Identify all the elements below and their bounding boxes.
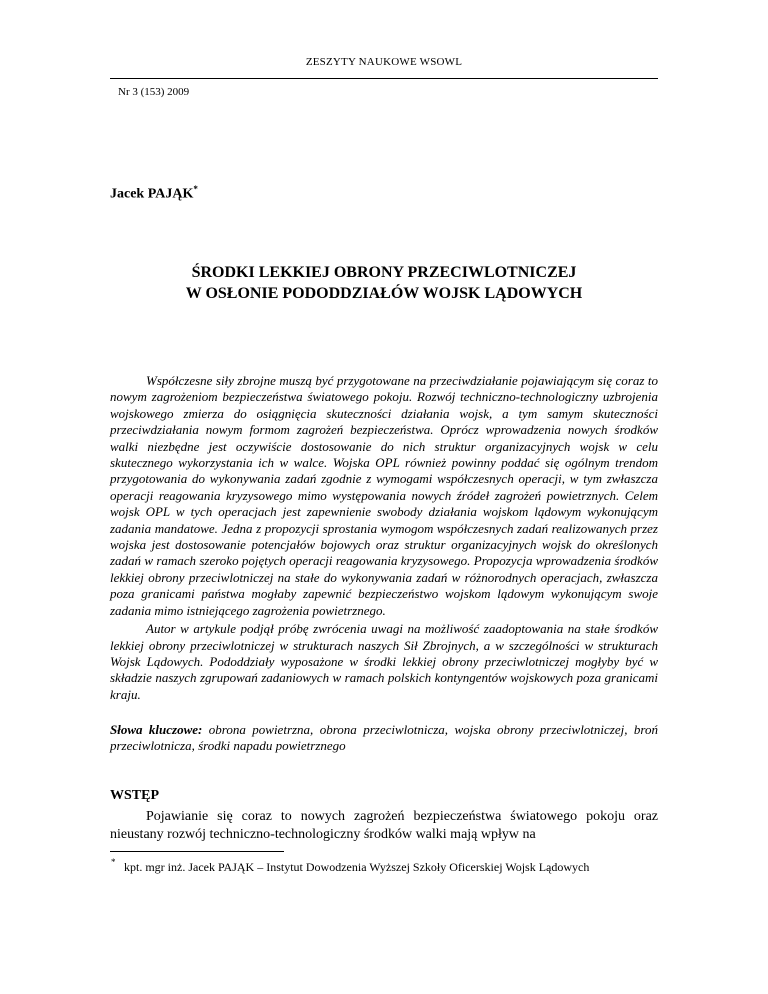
section-heading: WSTĘP [110, 788, 160, 803]
footnote-text: kpt. mgr inż. Jacek PAJĄK – Instytut Dowodzenia Wyższej Szkoły Oficerskiej Wojsk Lądowych [124, 860, 590, 874]
article-title [110, 262, 658, 304]
keywords [110, 722, 658, 755]
abstract-paragraph-1: Współczesne siły zbrojne muszą być przygotowane na przeciwdziałanie pojawiającym się coraz to nowym zagrożeniom bezpieczeństwa światowego pokoju. Rozwój techniczno-technologiczny uzbrojenia wojskowego zmierza do osiągnięcia skuteczności działania wojsk, a tym samym skuteczności przeciwdziałania nowym formom zagrożeń bezpieczeństwa. Oprócz wprowadzenia nowych środków walki niezbędne jest oczywiście dostosowanie do nich struktur organizacyjnych wojsk w celu skutecznego wykorzystania ich w walce. Wojska OPL również powinny poddać się ogólnym trendom przygotowania do wykonywania zadań zgodnie z wymogami współczesnych operacji, w tym zwłaszcza operacji reagowania kryzysowego mimo występowania nowych źródeł zagrożeń powietrznych. Celem wojsk OPL w tych operacjach jest zapewnienie swobody działania wojskom lądowym wykonującym zadania mandatowe. Jedna z propozycji sprostania wymogom współczesnych zadań realizowanych przez wojska jest dostosowanie potencjałów bojowych oraz struktur organizacyjnych wojsk do określonych zadań w ramach szeroko pojętych operacji reagowania kryzysowego. Propozycja wprowadzenia środków lekkiej obrony przeciwlotniczej na stałe do wykonywania zadań w różnorodnych operacjach, zwłaszcza poza granicami państwa mogłaby zapewnić bezpieczeństwo wojskom lądowym wykonującym swoje zadania mimo istniejącego zagrożenia powietrznego. [110, 373, 658, 618]
journal-title: ZESZYTY NAUKOWE WSOWL [305, 56, 463, 68]
issue-number: Nr 3 (153) 2009 [118, 86, 190, 98]
article-title-line-1: ŚRODKI LEKKIEJ OBRONY PRZECIWLOTNICZEJ [191, 264, 577, 281]
article-title-line-2: W OSŁONIE PODODDZIAŁÓW WOJSK LĄDOWYCH [185, 285, 583, 302]
abstract-paragraph-2: Autor w artykule podjął próbę zwrócenia uwagi na możliwość zaadoptowania na stałe środków lekkiej obrony przeciwlotniczej w strukturach naszych Sił Zbrojnych, a w szczególności w strukturach Wojsk Lądowych. Pododdziały wyposażone w środki lekkiej obrony przeciwlotniczej mogłyby być w składzie naszych zgrupowań zadaniowych w ramach polskich kontyngentów wojskowych poza granicami kraju. [110, 621, 658, 702]
abstract [110, 373, 658, 703]
header-rule [110, 78, 658, 79]
footnote-mark: * [111, 857, 116, 867]
footnote-rule [110, 851, 284, 852]
keywords-label: Słowa kluczowe: [110, 722, 203, 737]
keywords-text: obrona powietrzna, obrona przeciwlotnicza, wojska obrony przeciwlotniczej, broń przeciwlotnicza, środki napadu powietrznego [110, 722, 658, 754]
section-body-text: Pojawianie się coraz to nowych zagrożeń bezpieczeństwa światowego pokoju oraz nieustany rozwój techniczno-technologiczny środków walki mają wpływ na [110, 809, 658, 842]
author-name-text: Jacek PAJĄK [110, 186, 194, 202]
author-name [110, 184, 198, 203]
author-footnote-mark: * [193, 184, 198, 194]
